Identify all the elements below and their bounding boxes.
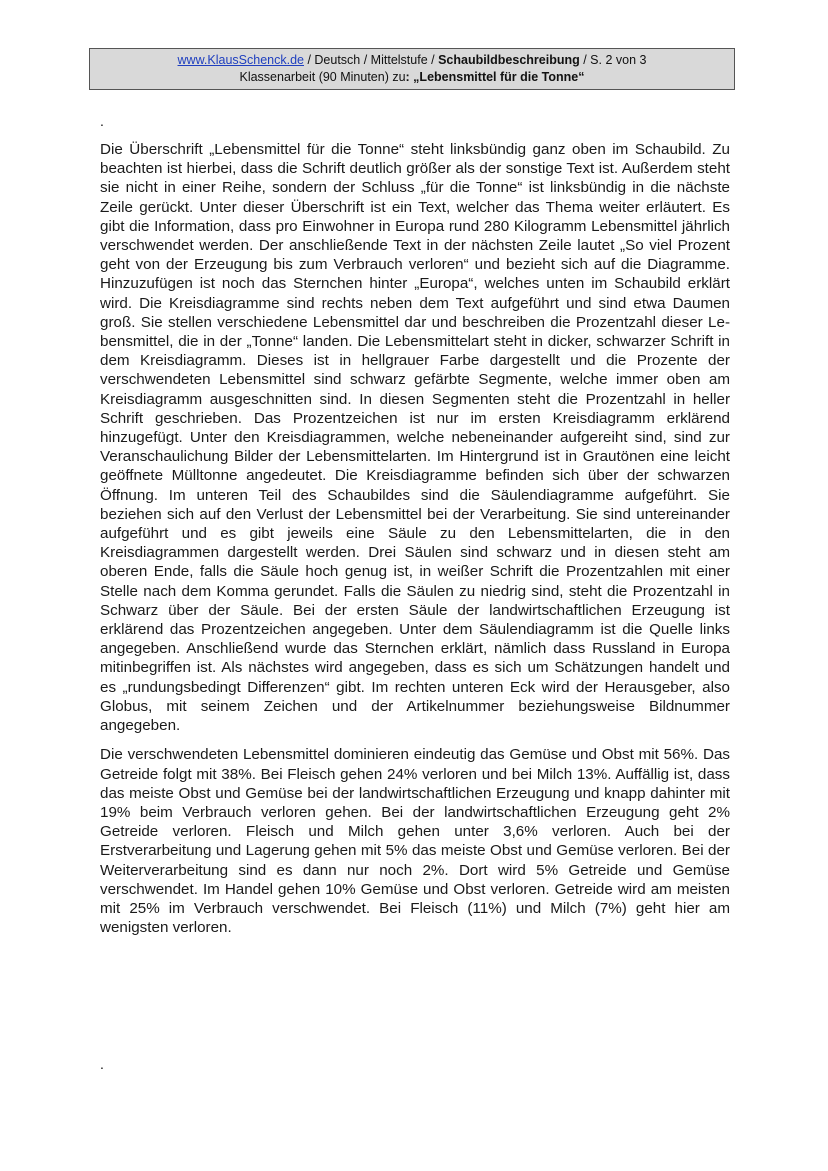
header-exam-label: Klassenarbeit (90 Minuten) zu xyxy=(239,70,406,84)
paragraph-description: Die Überschrift „Lebensmittel für die Tonne“ steht linksbündig ganz oben im Schaubild. Zu beachten ist hierbei, dass die Schrift deutlich größer als der sonstige Text ist. Außerdem steht sie nicht in einer Reihe, sondern der Schluss „für die Tonne“ ist linksbündig in die nächste Zeile gerückt. Unter dieser Überschrift ist ein Text, welcher das Thema weiter erläutert. Es gibt die Information, dass pro Einwohner in Europa rund 280 Kilogramm Lebensmittel jährlich verschwendet werden. Der anschließende Text in der nächsten Zeile lautet „So viel Prozent geht von der Erzeugung bis zum Verbrauch verloren“ und bezieht sich auf die Diagramme. Hinzuzufügen ist noch das Sternchen hinter „Europa“, welches unten im Schaubild erklärt wird. Die Kreisdiagramme sind rechts neben dem Text aufgeführt und sind etwa Daumen groß. Sie stellen verschiedene Lebensmittel dar und beschreiben die Prozentzahl dieser Lebensmittel, die in der „Tonne“ landen. Die Lebensmittelart steht in dicker, schwarzer Schrift in dem Kreisdiagramm. Dieses ist in hellgrauer Farbe dargestellt und die Prozente der verschwendeten Lebensmittel sind schwarz gefärbte Segmente, welche immer oben am Kreisdiagramm ausgeschnitten sind. In diesen Segmenten steht die Prozentzahl in heller Schrift geschrieben. Das Prozentzeichen ist nur im ersten Kreisdiagramm erklärend hinzugefügt. Unter den Kreisdiagrammen, welche nebeneinander aufgereiht sind, sind zur Veranschaulichung Bilder der Lebensmittelarten. Im Hintergrund ist in Grautönen eine leicht geöffnete Mülltonne angedeutet. Die Kreisdiagramme befinden sich über der schwarzen Öffnung. Im unteren Teil des Schaubildes sind die Säulendiagramme aufgeführt. Sie beziehen sich auf den Verlust der Lebensmittel bei der Verarbeitung. Sie sind untereinander aufgeführt und es gibt jeweils eine Säule zu den Lebensmittelarten, die in den Kreisdiagrammen dargestellt werden. Drei Säulen sind schwarz und in diesen steht am oberen Ende, falls die Säule hoch genug ist, in weißer Schrift die Prozentzahlen mit einer Stelle nach dem Komma gerundet. Falls die Säulen zu niedrig sind, steht die Prozentzahl in Schwarz über der Säule. Bei der ersten Säule der landwirtschaftlichen Erzeugung ist erklärend das Prozentzeichen angegeben. Unter dem Säulendiagramm ist die Quelle links angegeben. Anschließend wurde das Sternchen erklärt, nämlich dass Russland in Europa mitinbegriffen ist. Als nächstes wird angegeben, dass es sich um Schätzungen handelt und es „rundungsbedingt Differenzen“ gibt. Im rechten unteren Eck wird der Herausgeber, also Globus, mit seinem Zeichen und der Artikelnummer beziehungsweise Bildnummer angegeben. xyxy=(100,141,730,735)
document-body xyxy=(100,140,730,937)
header-page-number: / S. 2 von 3 xyxy=(579,53,647,67)
header-path: / Deutsch / Mittelstufe / xyxy=(303,53,439,67)
header-exam-title: : „Lebensmittel für die Tonne“ xyxy=(405,70,585,84)
paragraph-analysis: Die verschwendeten Lebensmittel dominieren eindeutig das Gemüse und Obst mit 56%. Das Getreide folgt mit 38%. Bei Fleisch gehen 24% verloren und bei Milch 13%. Auffällig ist, dass das meiste Obst und Gemüse bei der landwirtschaftlichen Erzeugung und knapp dahinter mit 19% beim Verbrauch verloren gehen. Bei der landwirtschaftlichen Erzeugung geht 2% Getreide verloren. Fleisch und Milch gehen unter 3,6% verloren. Auch bei der Erstverarbeitung und Lagerung gehen mit 5% das meiste Obst und Gemüse verloren. Bei der Weiterverarbeitung sind es dann nur noch 2%. Dort wird 5% Getreide und Gemüse verschwendet. Im Handel gehen 10% Gemüse und Obst verloren. Getreide wird am meisten mit 25% im Verbrauch verschwendet. Bei Fleisch (11%) und Milch (7%) geht hier am wenigsten verloren. xyxy=(100,746,730,937)
bottom-dot: . xyxy=(100,1056,104,1072)
header-line-2 xyxy=(90,69,734,86)
page-header xyxy=(89,48,735,90)
top-dot: . xyxy=(100,113,104,129)
site-link[interactable]: www.KlausSchenck.de xyxy=(177,53,304,67)
header-line-1 xyxy=(90,52,734,69)
header-section: Schaubildbeschreibung xyxy=(438,53,580,67)
